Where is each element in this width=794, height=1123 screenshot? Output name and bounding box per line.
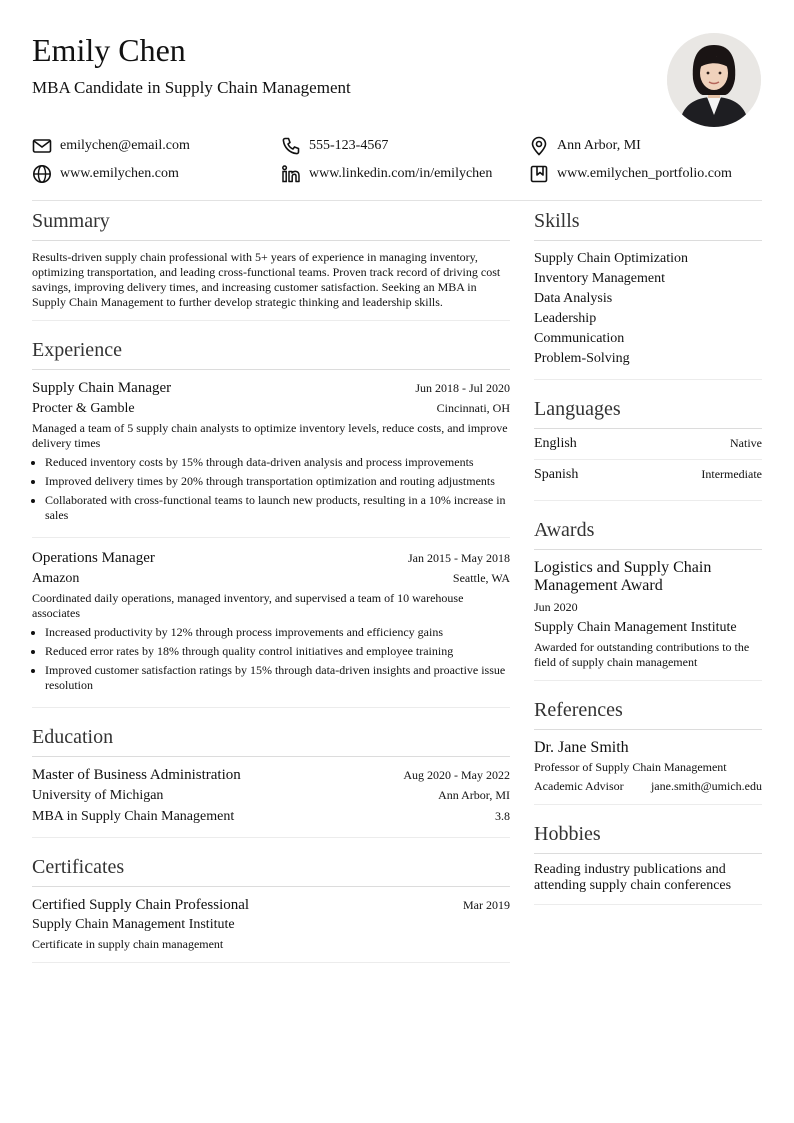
certificate-entry <box>32 895 510 952</box>
linkedin-icon <box>281 164 301 184</box>
job-achievements <box>32 625 510 693</box>
summary-heading: Summary <box>32 206 510 241</box>
school-name: University of Michigan <box>32 788 164 803</box>
contact-website-text: www.emilychen.com <box>60 166 179 181</box>
reference-relationship: Academic Advisor <box>534 779 624 793</box>
experience-entry <box>32 537 510 693</box>
education-entry <box>32 765 510 827</box>
job-dates: Jan 2015 - May 2018 <box>408 551 510 565</box>
contact-email-text: emilychen@email.com <box>60 138 190 153</box>
job-title: Supply Chain Manager <box>32 380 172 396</box>
language-item <box>534 460 762 490</box>
achievement-item: • Reduced error rates by 18% through quality control initiatives and employee training <box>45 644 510 659</box>
job-dates: Jun 2018 - Jul 2020 <box>415 381 510 395</box>
right-column <box>534 206 762 919</box>
achievement-item: • Reduced inventory costs by 15% through data-driven analysis and process improvements <box>45 455 510 470</box>
languages-section <box>534 394 762 501</box>
certificates-heading: Certificates <box>32 852 510 887</box>
location-pin-icon <box>529 136 549 156</box>
contact-location-text: Ann Arbor, MI <box>557 138 641 153</box>
job-company: Amazon <box>32 571 80 586</box>
contact-linkedin[interactable] <box>281 162 492 186</box>
job-location: Cincinnati, OH <box>436 401 510 415</box>
certificate-description: Certificate in supply chain management <box>32 937 224 951</box>
references-heading: References <box>534 695 762 730</box>
skill-item: Supply Chain Optimization <box>534 251 688 266</box>
certificate-name: Certified Supply Chain Professional <box>32 897 250 913</box>
language-item <box>534 429 762 460</box>
profile-photo-image <box>667 33 761 127</box>
contact-email[interactable] <box>32 134 190 158</box>
school-location: Ann Arbor, MI <box>438 788 510 802</box>
certificates-section <box>32 852 510 963</box>
award-name: Logistics and Supply Chain Management Award <box>534 559 712 594</box>
language-level: Intermediate <box>701 467 762 481</box>
skills-list <box>534 249 762 369</box>
award-issuer: Supply Chain Management Institute <box>534 620 737 635</box>
skills-section <box>534 206 762 380</box>
skill-item: Communication <box>534 331 625 346</box>
gpa-value: 3.8 <box>495 809 510 823</box>
contact-linkedin-text: www.linkedin.com/in/emilychen <box>309 166 493 181</box>
summary-section <box>32 206 510 321</box>
hobbies-heading: Hobbies <box>534 819 762 854</box>
reference-name: Dr. Jane Smith <box>534 739 629 756</box>
experience-heading: Experience <box>32 335 510 370</box>
award-description: Awarded for outstanding contributions to the field of supply chain management <box>534 640 750 669</box>
education-heading: Education <box>32 722 510 757</box>
field-of-study: MBA in Supply Chain Management <box>32 809 235 824</box>
left-column <box>32 206 510 977</box>
education-section <box>32 722 510 838</box>
job-location: Seattle, WA <box>452 571 510 585</box>
hobbies-text: Reading industry publications and attending supply chain conferences <box>534 862 732 893</box>
language-name: Spanish <box>534 467 579 482</box>
references-section <box>534 695 762 805</box>
skill-item: Data Analysis <box>534 291 613 306</box>
education-dates: Aug 2020 - May 2022 <box>403 768 510 782</box>
bookmark-icon <box>529 164 549 184</box>
languages-heading: Languages <box>534 394 762 429</box>
reference-email[interactable]: jane.smith@umich.edu <box>650 779 762 793</box>
contact-website[interactable] <box>32 162 179 186</box>
certificate-issuer: Supply Chain Management Institute <box>32 917 235 932</box>
contact-phone-text: 555-123-4567 <box>309 138 389 153</box>
job-description: Managed a team of 5 supply chain analysts to optimize inventory levels, reduce costs, and improve delivery times <box>32 421 508 450</box>
awards-section <box>534 515 762 681</box>
contact-phone[interactable] <box>281 134 388 158</box>
phone-icon <box>281 136 301 156</box>
mail-icon <box>32 136 52 156</box>
skill-item: Leadership <box>534 311 597 326</box>
job-title: Operations Manager <box>32 550 155 566</box>
achievement-item: • Improved customer satisfaction ratings by 15% through data-driven insights and proactive issue resolution <box>45 663 510 693</box>
profile-photo <box>667 33 761 127</box>
job-achievements <box>32 455 510 523</box>
skill-item: Inventory Management <box>534 271 666 286</box>
achievement-item: • Improved delivery times by 20% through transportation optimization and routing adjustments <box>45 474 510 489</box>
candidate-headline: MBA Candidate in Supply Chain Management <box>32 78 351 97</box>
contact-portfolio[interactable] <box>529 162 732 186</box>
reference-position: Professor of Supply Chain Management <box>534 760 727 774</box>
experience-entry <box>32 378 510 523</box>
certificate-date: Mar 2019 <box>463 898 510 912</box>
contact-portfolio-text: www.emilychen_portfolio.com <box>557 166 732 181</box>
language-level: Native <box>730 436 762 450</box>
skills-heading: Skills <box>534 206 762 241</box>
language-name: English <box>534 436 577 451</box>
candidate-name: Emily Chen <box>32 32 186 68</box>
globe-icon <box>32 164 52 184</box>
achievement-item: • Collaborated with cross-functional teams to launch new products, resulting in a 10% increase in sales <box>45 493 510 523</box>
contact-location <box>529 134 641 158</box>
header-divider <box>32 200 762 201</box>
hobbies-section <box>534 819 762 905</box>
award-date: Jun 2020 <box>534 600 578 614</box>
experience-section <box>32 335 510 708</box>
awards-heading: Awards <box>534 515 762 550</box>
summary-text: Results-driven supply chain professional with 5+ years of experience in managing inventory, optimizing transportation, and leading cross-functional teams. Proven track record of driving cost savings, improving delivery times, and increasing customer satisfaction. Seeking an MBA in Supply Chain Management to further develop strategic thinking and leadership skills. <box>32 250 501 309</box>
job-description: Coordinated daily operations, managed inventory, and supervised a team of 10 warehouse associates <box>32 591 464 620</box>
achievement-item: • Increased productivity by 12% through process improvements and efficiency gains <box>45 625 510 640</box>
degree-name: Master of Business Administration <box>32 767 241 783</box>
skill-item: Problem-Solving <box>534 351 630 366</box>
job-company: Procter & Gamble <box>32 401 135 416</box>
